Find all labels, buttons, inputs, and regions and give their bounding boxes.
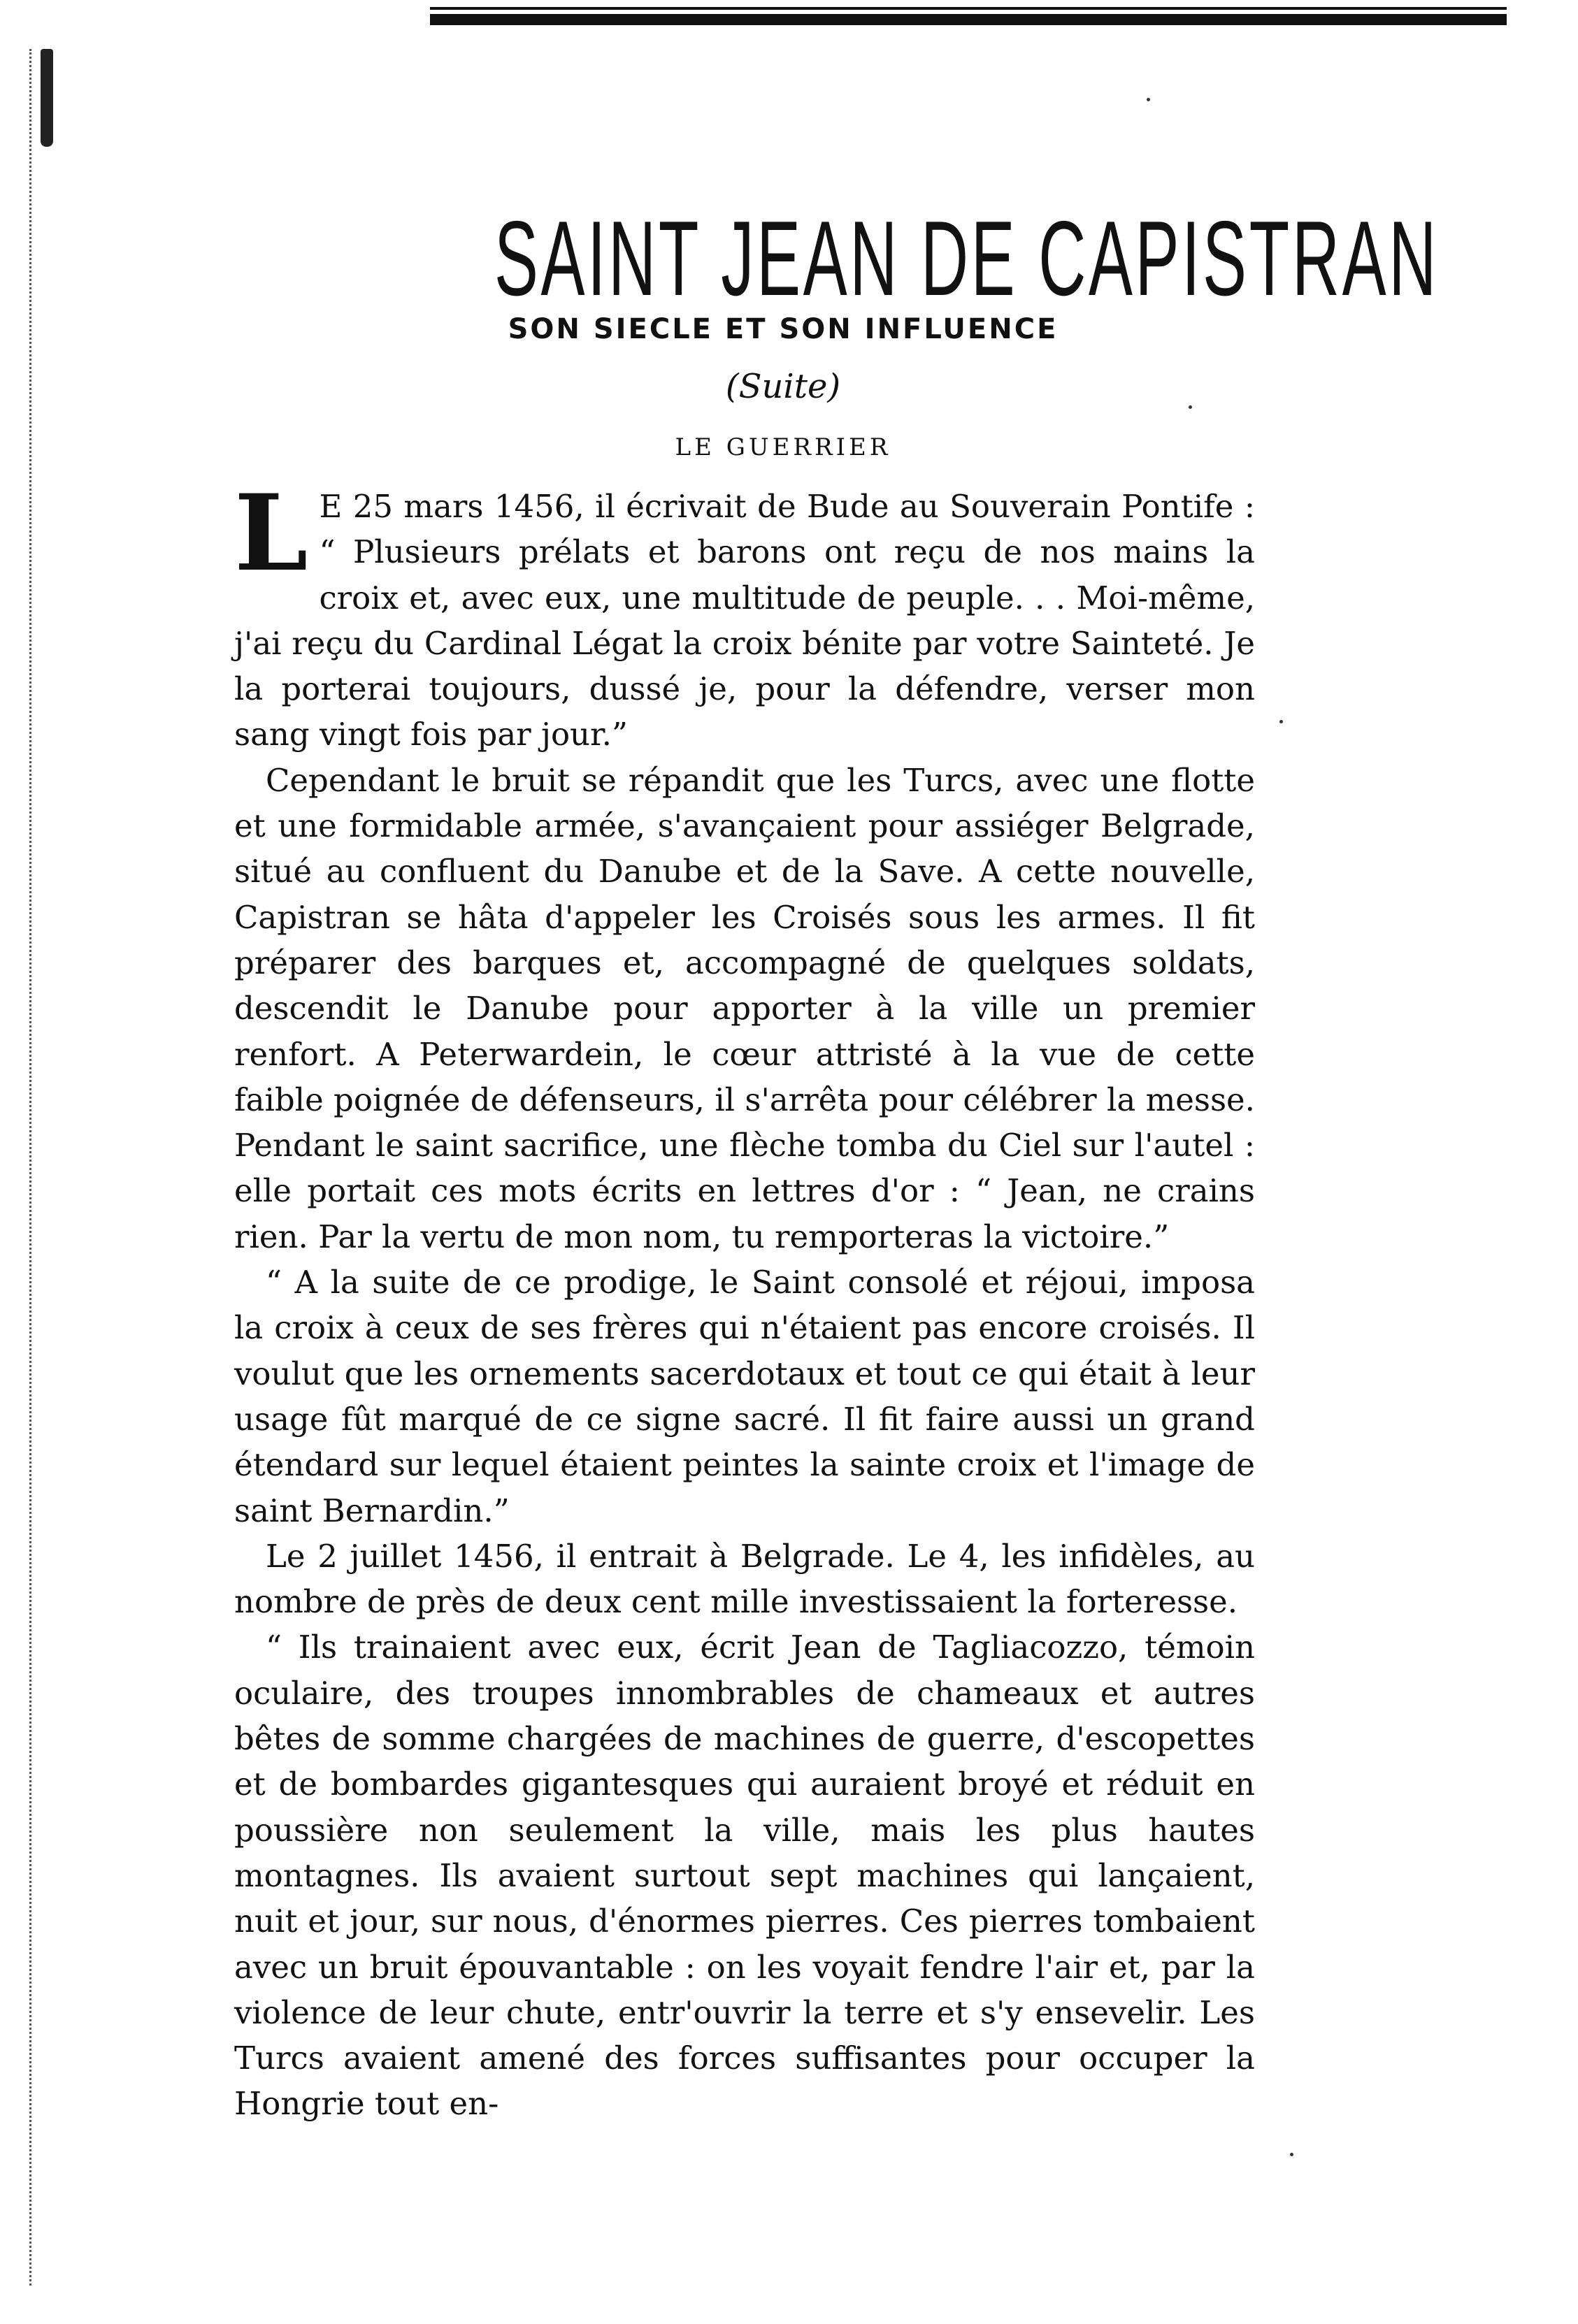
speck: [1147, 98, 1150, 101]
drop-cap: L: [234, 472, 308, 595]
paragraph: Le 2 juillet 1456, il entrait à Belgrade. Le 4, les infidèles, au nombre de près de deux cent mille investissaient la forteresse.: [234, 1537, 1255, 1621]
paragraph: Cependant le bruit se répandit que les Turcs, avec une flotte et une formidable armée, s'avançaient pour assiéger Belgrade, situé au confluent du Danube et de la Save. A cette nouvelle, Capistran se hâta d'appeler les Croisés sous les armes. Il fit préparer des barques et, accompagné de quelques soldats, descendit le Danube pour apporter à la ville un premier renfort. A Peterwardein, le cœur attristé à la vue de cette faible poignée de défenseurs, il s'arrêta pour célébrer la messe. Pendant le saint sacrifice, une flèche tomba du Ciel sur l'autel : elle portait ces mots écrits en lettres d'or : “ Jean, ne crains rien. Par la vertu de mon nom, tu remporteras la victoire.”: [234, 761, 1255, 1255]
scan-mark: [41, 49, 53, 147]
paragraph: [234, 472, 1255, 758]
paragraph: “ A la suite de ce prodige, le Saint consolé et réjoui, imposa la croix à ceux de ses frères qui n'étaient pas encore croisés. Il voulut que les ornements sacerdotaux et tout ce qui était à leur usage fût marqué de ce signe sacré. Il fit faire aussi un grand étendard sur lequel étaient peintes la sainte croix et l'image de saint Bernardin.”: [234, 1264, 1255, 1529]
paragraph: “ Ils trainaient avec eux, écrit Jean de Tagliacozzo, témoin oculaire, des troupes innombrables de chameaux et autres bêtes de somme chargées de machines de guerre, d'escopettes et de bombardes gigantesques qui auraient broyé et réduit en poussière non seulement la ville, mais les plus hautes montagnes. Ils avaient surtout sept machines qui lançaient, nuit et jour, sur nous, d'énormes pierres. Ces pierres tombaient avec un bruit épouvantable : on les voyait fendre l'air et, par la violence de leur chute, entr'ouvrir la terre et s'y ensevelir. Les Turcs avaient amené des forces suffisantes pour occuper la Hongrie tout en-: [234, 1629, 1255, 2123]
top-rule: [430, 7, 1507, 25]
page-edge: [29, 49, 37, 2286]
paragraph-text: E 25 mars 1456, il écrivait de Bude au Souverain Pontife : “ Plusieurs prélats et barons ont reçu de nos mains la croix et, avec eux, une multitude de peuple. . . Moi-même, j'ai reçu du Cardinal Légat la croix bénite par votre Sainteté. Je la porterai toujours, dussé je, pour la défendre, verser mon sang vingt fois par jour.”: [234, 488, 1255, 753]
section-heading: LE GUERRIER: [675, 433, 891, 461]
speck: [1290, 2153, 1293, 2156]
page-title: SAINT JEAN DE CAPISTRAN: [494, 199, 1440, 318]
speck: [1279, 720, 1283, 723]
page-subtitle: SON SIECLE ET SON INFLUENCE: [508, 313, 1059, 345]
article-body: [234, 472, 1255, 2127]
continuation-label: (Suite): [725, 367, 841, 406]
